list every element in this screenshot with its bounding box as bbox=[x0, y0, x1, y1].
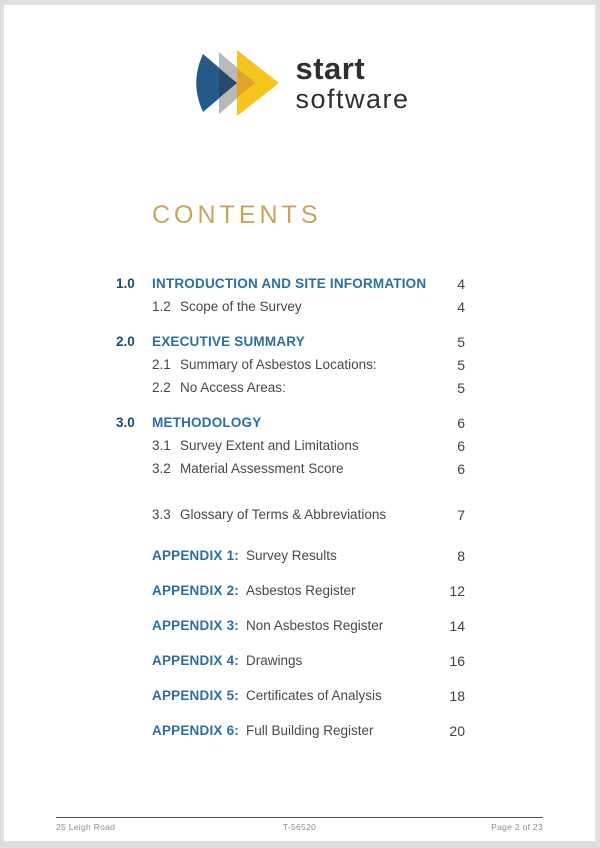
toc-subsection-page: 6 bbox=[457, 460, 465, 477]
toc-appendix-label: APPENDIX 4: bbox=[152, 653, 239, 668]
contents-heading: CONTENTS bbox=[152, 201, 322, 229]
toc-subsection-page: 6 bbox=[457, 437, 465, 454]
toc-subsection-row bbox=[116, 295, 465, 318]
toc-appendix-row bbox=[116, 608, 465, 643]
toc-subsection-title: Glossary of Terms & Abbreviations bbox=[180, 507, 387, 522]
toc-appendix-row bbox=[116, 713, 465, 748]
toc-section-title: INTRODUCTION AND SITE INFORMATION bbox=[152, 276, 427, 291]
toc-appendix-row bbox=[116, 678, 465, 713]
toc-section-number: 1.0 bbox=[116, 276, 135, 291]
logo-text-software: software bbox=[295, 84, 410, 114]
toc-subsection-row bbox=[116, 434, 465, 457]
toc-appendix-list bbox=[116, 538, 465, 748]
toc-subsection-title: No Access Areas: bbox=[180, 380, 286, 395]
footer-page-number: Page 2 of 23 bbox=[491, 822, 543, 832]
toc-subsection-number: 3.3 bbox=[152, 507, 171, 522]
toc-section-row bbox=[116, 330, 465, 353]
toc-section-title: METHODOLOGY bbox=[152, 415, 262, 430]
toc-subsection-title: Material Assessment Score bbox=[180, 461, 344, 476]
toc-subsection-number: 2.1 bbox=[152, 357, 171, 372]
start-software-logo-icon bbox=[189, 48, 285, 118]
footer-reference-number: T-56520 bbox=[282, 822, 317, 832]
footer-site-address: 25 Leigh Road bbox=[56, 822, 116, 832]
toc-appendix-title: Asbestos Register bbox=[245, 583, 356, 598]
toc-subsection-row bbox=[116, 376, 465, 399]
toc-section-page: 5 bbox=[457, 333, 465, 350]
toc-subsection-number: 1.2 bbox=[152, 299, 171, 314]
logo bbox=[4, 48, 595, 118]
toc-section-number: 2.0 bbox=[116, 334, 135, 349]
toc-subsection-row bbox=[116, 457, 465, 480]
footer-row bbox=[56, 822, 543, 832]
toc-subsection-row bbox=[116, 353, 465, 376]
toc-section-row bbox=[116, 411, 465, 434]
toc-appendix-row bbox=[116, 643, 465, 678]
toc-appendix-page: 14 bbox=[449, 617, 465, 634]
toc-appendix-title: Drawings bbox=[245, 653, 303, 668]
toc-appendix-label: APPENDIX 2: bbox=[152, 583, 239, 598]
toc-subsection-number: 3.1 bbox=[152, 438, 171, 453]
toc-appendix-row bbox=[116, 538, 465, 573]
toc-subsection-page: 5 bbox=[457, 356, 465, 373]
toc-appendix-label: APPENDIX 3: bbox=[152, 618, 239, 633]
toc-section-number: 3.0 bbox=[116, 415, 135, 430]
toc-appendix-page: 12 bbox=[449, 582, 465, 599]
toc-subsection-title: Summary of Asbestos Locations: bbox=[180, 357, 377, 372]
toc-subsection-title: Scope of the Survey bbox=[180, 299, 302, 314]
toc-appendix-page: 18 bbox=[449, 687, 465, 704]
toc-appendix-row bbox=[116, 573, 465, 608]
logo-text-start: start bbox=[295, 51, 366, 86]
toc-subsection-row bbox=[116, 503, 465, 526]
toc-subsection-number: 2.2 bbox=[152, 380, 171, 395]
page-footer bbox=[56, 817, 543, 832]
toc-subsection-page: 5 bbox=[457, 379, 465, 396]
logo-wordmark bbox=[295, 53, 409, 113]
toc-appendix-label: APPENDIX 1: bbox=[152, 548, 239, 563]
toc-appendix-label: APPENDIX 5: bbox=[152, 688, 239, 703]
toc-appendix-page: 8 bbox=[457, 547, 465, 564]
toc-subsection-number: 3.2 bbox=[152, 461, 171, 476]
toc-appendix-title: Non Asbestos Register bbox=[245, 618, 384, 633]
toc-section-row bbox=[116, 272, 465, 295]
toc-appendix-title: Survey Results bbox=[245, 548, 337, 563]
toc-appendix-page: 16 bbox=[449, 652, 465, 669]
toc-subsection-title: Survey Extent and Limitations bbox=[180, 438, 359, 453]
document-page bbox=[3, 4, 596, 842]
toc-appendix-page: 20 bbox=[449, 722, 465, 739]
toc-appendix-label: APPENDIX 6: bbox=[152, 723, 239, 738]
toc-subsection-page: 7 bbox=[457, 506, 465, 523]
toc-section-page: 6 bbox=[457, 414, 465, 431]
toc-section-title: EXECUTIVE SUMMARY bbox=[152, 334, 305, 349]
toc-section-page: 4 bbox=[457, 275, 465, 292]
toc-appendix-title: Full Building Register bbox=[245, 723, 374, 738]
table-of-contents bbox=[116, 272, 465, 748]
toc-subsection-page: 4 bbox=[457, 298, 465, 315]
toc-appendix-title: Certificates of Analysis bbox=[245, 688, 382, 703]
